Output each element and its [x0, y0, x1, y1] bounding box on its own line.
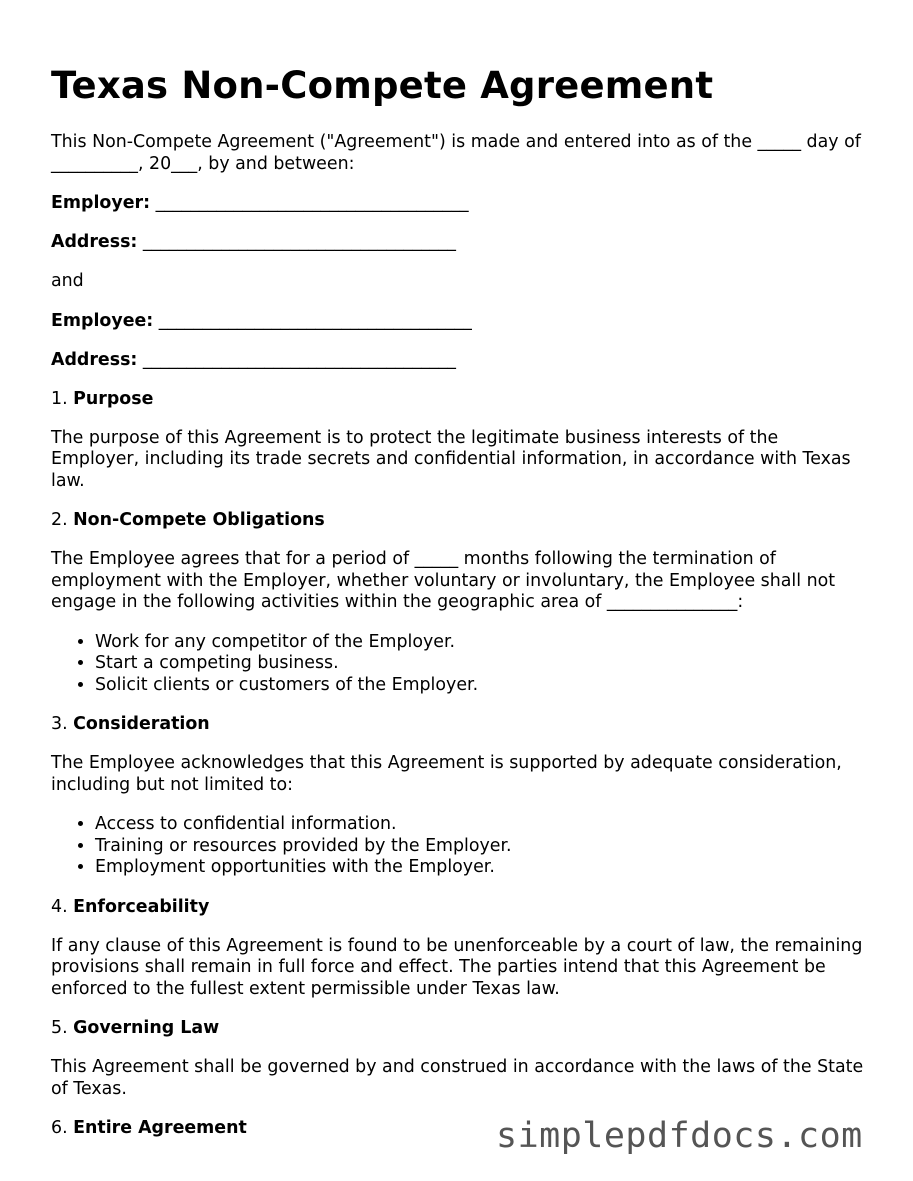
list-item: • Employment opportunities with the Employer. [95, 857, 871, 879]
section-body-non-compete: The Employee agrees that for a period of _____ months following the termination of employment with the Employer, whether voluntary or involuntary, the Employee shall not engage in the following activities within the geographic area of _______________: [51, 549, 836, 612]
employee-address-blank: ____________________________________ [142, 349, 456, 370]
watermark-text: simplepdfdocs.com [496, 1116, 863, 1156]
list-item: • Solicit clients or customers of the Employer. [95, 675, 871, 697]
section-number: 2. [51, 510, 68, 530]
document-page [51, 62, 871, 1157]
and-text: and [51, 271, 84, 291]
section-title: Governing Law [73, 1018, 220, 1038]
employer-blank: ____________________________________ [155, 193, 469, 213]
section-title: Enforceability [73, 896, 210, 917]
list-item: • Work for any competitor of the Employer. [95, 632, 871, 654]
employer-address-label: Address: [51, 232, 138, 252]
list-item: • Start a competing business. [95, 653, 871, 675]
section-heading-purpose [51, 389, 871, 410]
section-body-consideration: The Employee acknowledges that this Agreement is supported by adequate consideration, including but not limited to: [51, 753, 842, 795]
employer-address-field [51, 232, 871, 253]
employee-blank: ____________________________________ [158, 310, 472, 331]
intro-paragraph: This Non-Compete Agreement ("Agreement") is made and entered into as of the _____ day of __________, 20___, by and between: [51, 132, 861, 174]
section-number: 6. [51, 1118, 68, 1138]
list-item: • Access to confidential information. [95, 814, 871, 836]
non-compete-list [51, 632, 871, 697]
consideration-list [51, 814, 871, 879]
section-body-governing-law: This Agreement shall be governed by and construed in accordance with the laws of the State of Texas. [51, 1057, 864, 1099]
section-body-enforceability: If any clause of this Agreement is found to be unenforceable by a court of law, the remaining provisions shall remain in full force and effect. The parties intend that this Agreement be enforced to the fullest extent permissible under Texas law. [51, 935, 863, 999]
section-title: Purpose [73, 388, 154, 409]
employer-label: Employer: [51, 193, 151, 213]
employer-address-blank: ____________________________________ [142, 232, 456, 252]
employer-field [51, 193, 871, 214]
section-title: Consideration [73, 714, 210, 734]
list-item: • Training or resources provided by the Employer. [95, 836, 871, 858]
section-heading-non-compete [51, 510, 871, 531]
employee-label: Employee: [51, 310, 154, 331]
employee-address-field [51, 350, 871, 371]
section-heading-enforceability [51, 897, 871, 918]
employee-address-label: Address: [51, 349, 138, 370]
employee-field [51, 311, 871, 332]
section-title: Entire Agreement [73, 1118, 247, 1138]
section-number: 4. [51, 896, 68, 917]
section-number: 3. [51, 714, 68, 734]
document-title: Texas Non-Compete Agreement [51, 64, 714, 107]
section-body-purpose: The purpose of this Agreement is to protect the legitimate business interests of the Employer, including its trade secrets and confidential information, in accordance with Texas law. [51, 427, 851, 491]
section-heading-consideration [51, 714, 871, 735]
section-heading-governing-law [51, 1018, 871, 1039]
section-number: 5. [51, 1018, 68, 1038]
section-title: Non-Compete Obligations [73, 510, 325, 530]
section-number: 1. [51, 388, 68, 409]
